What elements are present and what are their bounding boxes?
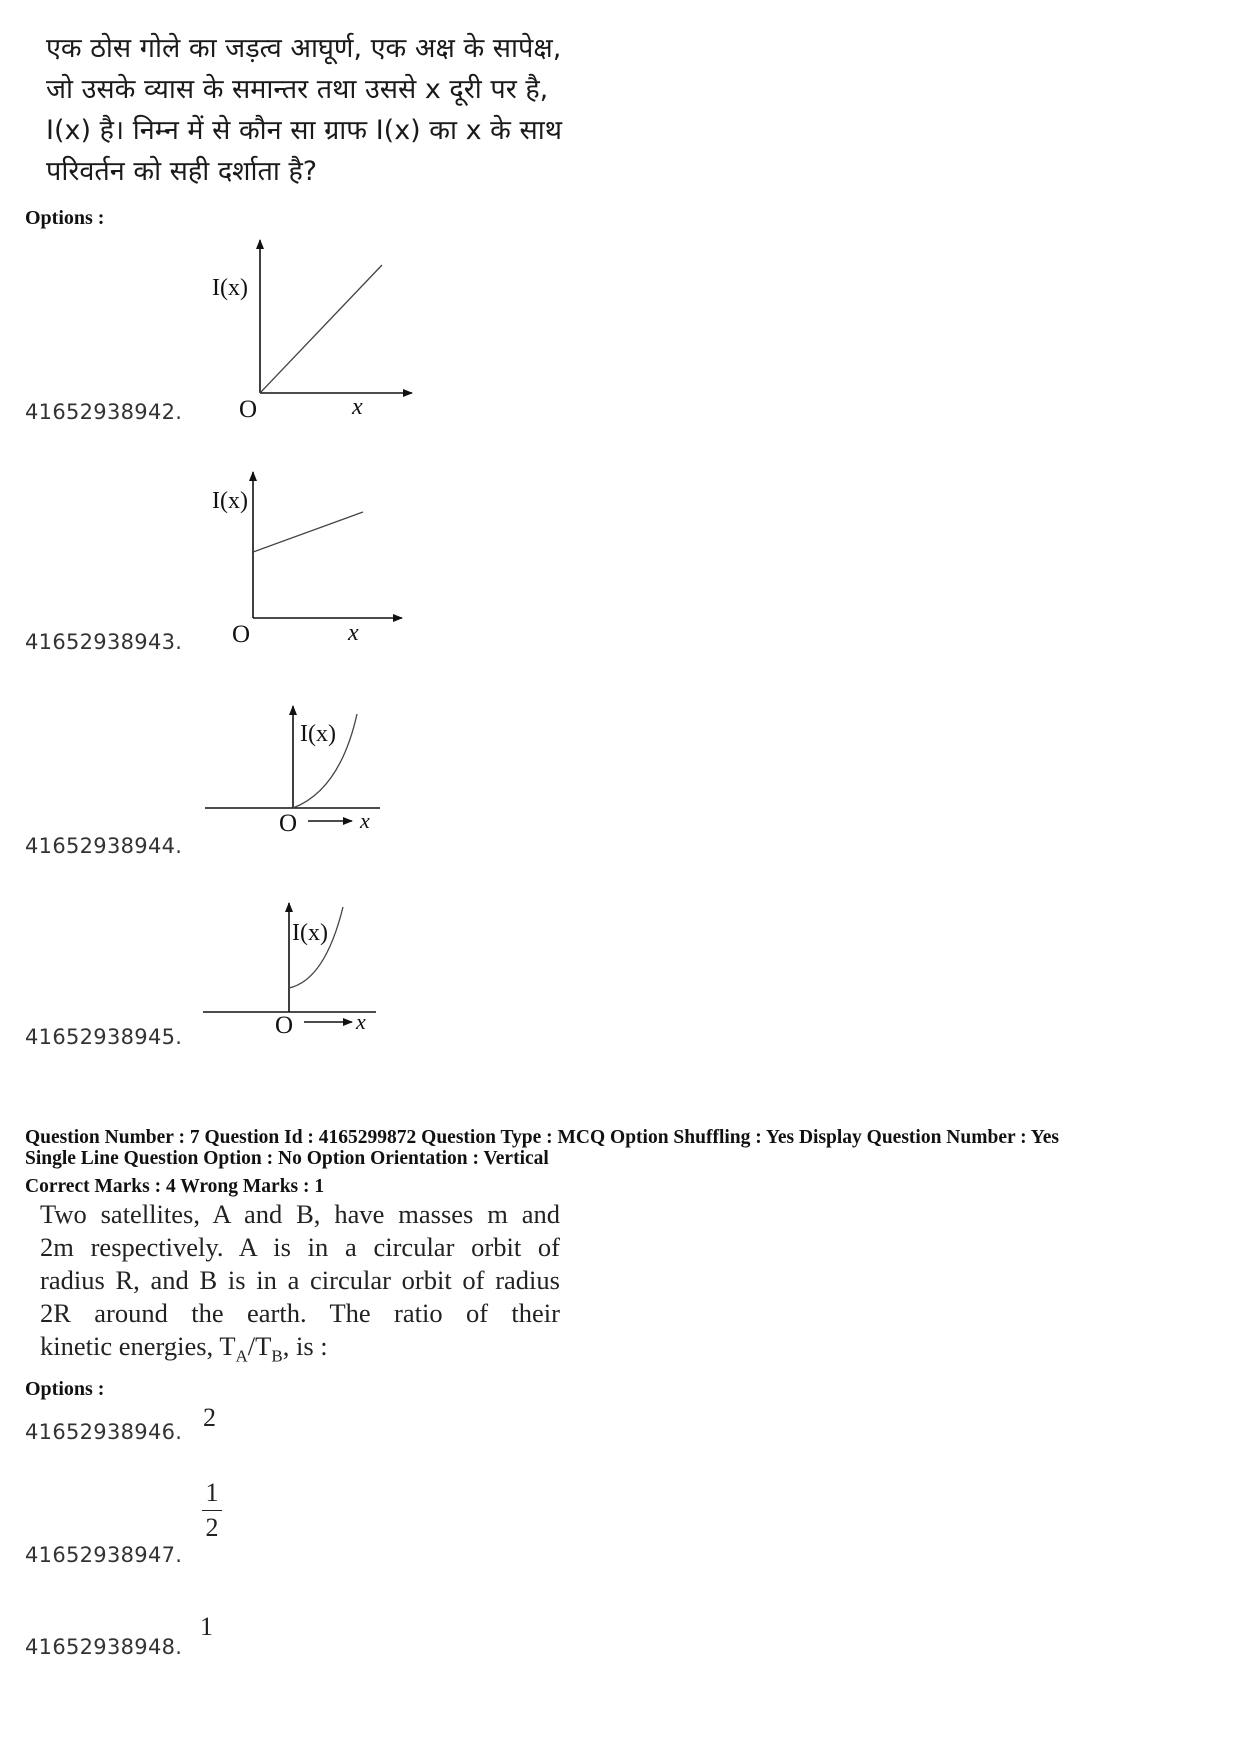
marks-line: Correct Marks : 4 Wrong Marks : 1	[25, 1176, 325, 1197]
question-line: radius R, and B is in a circular orbit of radius	[40, 1265, 560, 1295]
option-id[interactable]: 41652938946.	[25, 1420, 183, 1444]
options-heading: Options :	[25, 207, 105, 229]
subscript: A	[235, 1346, 248, 1366]
question-line: जो उसके व्यास के समान्तर तथा उससे x दूरी पर है,	[46, 74, 549, 105]
origin-label: O	[275, 1012, 294, 1039]
option-value[interactable]: 2	[203, 1403, 216, 1432]
origin-label: O	[239, 396, 258, 423]
question-line: परिवर्तन को सही दर्शाता है?	[46, 156, 318, 187]
question-line: Two satellites, A and B, have masses m and	[40, 1199, 560, 1229]
option-value[interactable]: 1	[200, 1612, 213, 1641]
y-axis-label: I(x)	[300, 721, 336, 747]
question-meta-line: Single Line Question Option : No Option Orientation : Vertical	[25, 1148, 549, 1169]
question-7-text	[40, 1198, 560, 1372]
question-line: एक ठोस गोले का जड़त्व आघूर्ण, एक अक्ष के सापेक्ष,	[46, 33, 562, 64]
graph-curve	[260, 265, 382, 393]
option-graph-parabola-intercept[interactable]	[200, 895, 400, 1045]
y-axis-label: I(x)	[212, 275, 248, 301]
question-6-text	[46, 28, 606, 192]
option-id[interactable]: 41652938945.	[25, 1025, 183, 1049]
options-heading: Options :	[25, 1378, 105, 1400]
x-axis-label: x	[360, 808, 370, 833]
fraction-bar	[202, 1510, 222, 1511]
option-graph-linear-intercept[interactable]	[200, 460, 420, 660]
question-line: 2R around the earth. The ratio of their	[40, 1298, 560, 1328]
fraction-denominator: 2	[205, 1513, 219, 1542]
y-axis-label: I(x)	[212, 488, 248, 514]
option-graph-linear-origin[interactable]	[200, 230, 420, 430]
y-axis-label: I(x)	[292, 920, 328, 946]
x-axis-label: x	[352, 394, 363, 420]
origin-label: O	[279, 810, 298, 837]
fraction-numerator: 1	[205, 1478, 219, 1507]
question-meta-line: Question Number : 7 Question Id : 4165299872 Question Type : MCQ Option Shuffling : Yes Display Question Number : Yes	[25, 1127, 1059, 1148]
question-text: /T	[247, 1331, 272, 1361]
x-axis-label: x	[348, 620, 359, 646]
option-fraction[interactable]	[202, 1478, 222, 1543]
question-text: kinetic energies, T	[40, 1331, 236, 1361]
option-id[interactable]: 41652938948.	[25, 1635, 183, 1659]
question-line	[40, 1330, 560, 1372]
option-id[interactable]: 41652938942.	[25, 400, 183, 424]
subscript: B	[271, 1346, 283, 1366]
x-axis-label: x	[356, 1009, 366, 1034]
question-text: , is :	[282, 1331, 328, 1361]
question-line: 2m respectively. A is in a circular orbit of	[40, 1232, 560, 1262]
question-line: I(x) है। निम्न में से कौन सा ग्राफ I(x) का x के साथ	[46, 115, 562, 146]
option-id[interactable]: 41652938943.	[25, 630, 183, 654]
option-graph-parabola-origin[interactable]	[200, 700, 400, 850]
option-id[interactable]: 41652938944.	[25, 834, 183, 858]
origin-label: O	[232, 621, 251, 648]
option-id[interactable]: 41652938947.	[25, 1543, 183, 1567]
graph-curve	[253, 512, 363, 552]
